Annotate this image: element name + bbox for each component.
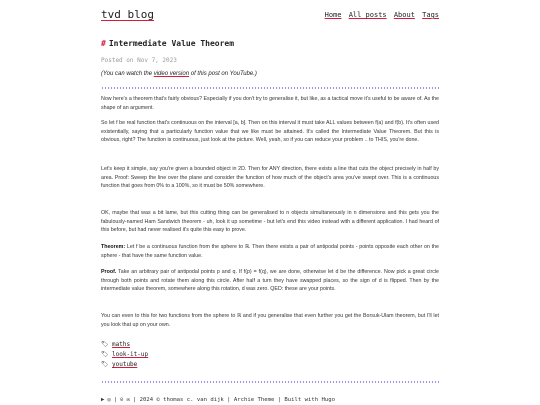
note-suffix: of this post on YouTube.) [189,71,257,77]
nav-all-posts[interactable]: All posts [348,11,387,19]
rss-icon[interactable]: ◎ [107,397,111,403]
post-title-text: Intermediate Value Theorem [108,39,235,48]
nav-tags[interactable]: Tags [422,11,439,19]
proof-text: Take an arbitrary pair of antipodal points p and q. If f(p) = f(q), we are done, otherwise let d be the difference. Now pick a great circle through both points and rotate them along this circle. After half a turn they have swapped places, so the sign of d is flipped. Then by the intermediate value theorem, somewhere along this rotation, d was zero. QED: these are your points. [101,269,439,293]
paragraph-ivt: So let f be real function that's continuous on the interval [a, b]. Then on this interval it must take ALL values between f(a) and f(b). It's often used existentially, saying that a particularly function value that we like must be attained. It's called the Intermediate Value Theorem. But this is obvious, right? The function is continuous, just look at the picture. Well, yeah, so if you can reduce your problem .. to THIS, you're done. [101,120,439,144]
tag-icon: 🏷 [101,351,109,358]
footer-divider [101,381,439,383]
theorem-label: Theorem: [101,244,126,250]
theorem-text: Let f be a continuous function from the sphere to ℝ. Then there exists a pair of antipodal points - points opposite each other on the sphere - that have the same function value. [101,244,439,259]
site-header [101,8,439,24]
nav-home[interactable]: Home [324,11,342,19]
proof-label: Proof. [101,269,117,275]
paragraph-ham-sandwich: OK, maybe that was a bit lame, but this cutting thing can be generalised to n objects simultaneously in n dimensions and this gets you the fabulously-named Ham Sandwich theorem - uh, look it up sometime - but let's end this video instead with a different application. I had heard of this before, but had never realised it's quite this easy to prove. [101,210,439,234]
main-nav [322,11,439,19]
tag-item[interactable]: 🏷 look-it-up [101,351,149,358]
post-title [101,39,234,48]
paragraph-intro: Now here's a theorem that's fairly obvious? Especially if you don't try to generalise it, but like, as a tactical move it's useful to be aware of. As the shape of an argument. [101,96,439,111]
nav-about[interactable]: About [393,11,415,19]
heading-hash: # [101,39,106,48]
youtube-icon[interactable]: ▶ [101,397,105,403]
paragraph-area-cut: Let's keep it simple, say you're given a bounded object in 2D. Then for ANY direction, there exists a line that cuts the object precisely in half by area. Proof: Sweep the line over the plane and consider the function of how much of the object's area you've swept over. This is a continuous function that goes from 0% to a 100%, so it must be 50% somewhere. [101,166,439,190]
tag-icon: 🏷 [101,341,109,348]
dotted-divider [101,87,439,89]
video-link[interactable]: video version [153,71,190,77]
tag-item[interactable]: 🏷 maths [101,341,131,348]
github-icon[interactable]: ⊙ [120,397,124,403]
video-note [101,71,257,77]
footer-text: | 2024 © thomas c. van dijk | Archie Theme | Built with Hugo [132,397,335,403]
paragraph-proof [101,268,439,294]
site-footer: ▶ ◎ | ⊙ ✉ | 2024 © thomas c. van dijk | Archie Theme | Built with Hugo [101,397,335,403]
tag-icon: 🏷 [101,361,109,368]
tag-item[interactable]: 🏷 youtube [101,361,138,368]
mail-icon[interactable]: ✉ [126,397,130,403]
site-title-link[interactable]: tvd blog [101,8,154,21]
paragraph-borsuk-ulam: You can even to this for two functions from the sphere to ℝ and if you generalise that even further you get the Borsuk-Ulam theorem, but I'll let you look that up on your own. [101,313,439,328]
paragraph-theorem [101,243,439,260]
note-prefix: (You can watch the [101,71,154,77]
tag-list [101,340,148,370]
post-date: Posted on Nov 7, 2023 [101,57,177,64]
